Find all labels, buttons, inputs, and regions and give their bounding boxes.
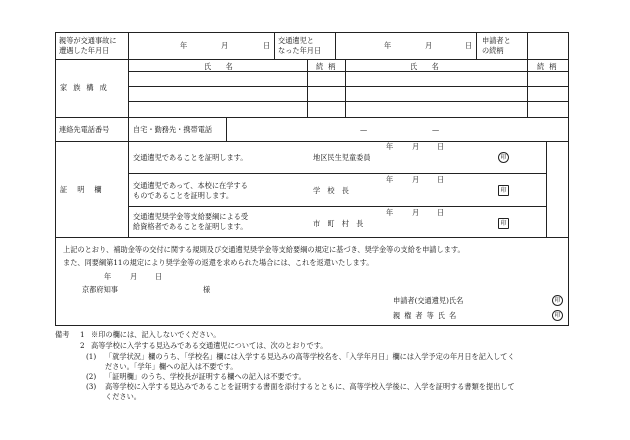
application-month: 月	[130, 272, 138, 281]
cert-top-line	[55, 141, 569, 142]
subnote-3-text: 高等学校に入学する見込みであることを証明する書面を添付するとともに、高等学校入学後に、入学を証明する書類を提出して	[105, 382, 515, 391]
accident-date-label-2: 遭遇した年月日	[59, 46, 110, 55]
relation-label-2: の続柄	[482, 46, 504, 55]
subnote-1-number: (1)	[86, 352, 97, 361]
note-2-text: 高等学校に入学する見込みである交通遺児については、次のとおりです。	[91, 341, 328, 350]
application-day: 日	[155, 272, 163, 281]
subnote-3-text-2: ください。	[105, 392, 141, 401]
contact-dash-2: —	[432, 125, 440, 134]
cert-row1-text: 交通遺児であることを証明します。	[133, 153, 248, 162]
accident-month: 月	[221, 41, 229, 50]
cert-row3-text: 交通遺児奨学金等支給要綱による受	[133, 212, 249, 221]
family-label: 家族構成	[60, 83, 113, 92]
cert-row2-text: 交通遺児であって、本校に在学する	[133, 181, 248, 190]
cert-row1-seal: 印	[498, 152, 509, 163]
application-statement-2: また、同要綱第11の規定により奨学金等の返還を求められた場合には、これを返還いたします。	[63, 258, 374, 267]
applicant-seal: 印	[552, 295, 563, 306]
form-border-left	[55, 32, 56, 326]
family-top-line	[55, 59, 569, 60]
relation-label: 申請者と	[482, 36, 511, 45]
guardian-seal: 印	[552, 310, 563, 321]
cert-label: 証明欄	[60, 185, 112, 194]
family-row-1	[128, 71, 569, 72]
orphan-day: 日	[465, 41, 473, 50]
cert-row3-month: 月	[412, 208, 420, 217]
form-border-bottom	[55, 325, 569, 326]
contact-top-line	[55, 117, 569, 118]
orphan-year: 年	[384, 41, 392, 50]
family-relation-header-left: 続柄	[316, 62, 341, 71]
family-row-3	[128, 101, 569, 102]
contact-type: 自宅・勤務先・携帯電話	[133, 125, 213, 134]
cert-row3-day: 日	[437, 208, 445, 217]
family-name-header-right: 氏 名	[410, 62, 439, 71]
row1-divider-a	[128, 32, 129, 59]
cert-row1-certifier: 地区民生児童委員	[313, 153, 371, 162]
family-relation-header-right: 続柄	[537, 62, 562, 71]
note-2-number: 2	[80, 341, 85, 350]
family-left-divider	[128, 59, 129, 117]
family-col-1	[307, 59, 308, 117]
cert-left-divider	[128, 141, 129, 237]
note-1-text: ※印の欄には、記入しないでください。	[91, 330, 221, 339]
orphan-month: 月	[425, 41, 433, 50]
cert-row-2	[128, 206, 547, 207]
family-name-header-left: 氏 名	[204, 62, 233, 71]
guardian-name-label: 親権者等氏名	[393, 311, 461, 320]
cert-row3-year: 年	[386, 208, 394, 217]
cert-row2-text-2: ものであることを証明します。	[133, 191, 234, 200]
notes-header: 備考	[55, 330, 70, 339]
addressee-honorific: 様	[203, 285, 211, 294]
cert-row2-seal: 印	[498, 185, 509, 196]
family-col-2	[345, 59, 346, 117]
cert-row3-text-2: 給資格者であることを証明します。	[133, 222, 248, 231]
orphan-date-label-2: なった年月日	[278, 46, 322, 55]
cert-right-divider	[546, 141, 547, 237]
cert-row2-day: 日	[437, 175, 445, 184]
contact-dash-1: —	[360, 125, 368, 134]
family-row-2	[128, 86, 569, 87]
cert-row3-seal: 印	[498, 218, 509, 229]
row1-divider-c	[335, 32, 336, 59]
cert-row2-certifier: 学 校 長	[313, 186, 349, 195]
application-year: 年	[104, 272, 112, 281]
addressee: 京都府知事	[82, 285, 118, 294]
applicant-name-label: 申請者(交通遺児)氏名	[393, 296, 464, 305]
contact-left-divider	[128, 117, 129, 141]
row1-divider-e	[527, 32, 528, 59]
contact-type-divider	[226, 117, 227, 141]
row1-divider-b	[274, 32, 275, 59]
row1-divider-d	[476, 32, 477, 59]
subnote-3-number: (3)	[86, 382, 97, 391]
orphan-date-label: 交通遺児と	[278, 36, 314, 45]
accident-year: 年	[180, 41, 188, 50]
family-col-3	[527, 59, 528, 117]
cert-row1-year: 年	[386, 142, 394, 151]
accident-day: 日	[263, 41, 271, 50]
cert-row3-certifier: 市 町 村 長	[313, 219, 364, 228]
subnote-1-text-2: ださい。「学年」欄への記入は不要です。	[105, 362, 238, 371]
cert-row1-month: 月	[412, 142, 420, 151]
cert-row1-day: 日	[437, 142, 445, 151]
form-border-right	[568, 32, 569, 326]
contact-label: 連絡先電話番号	[59, 125, 110, 134]
subnote-1-text: 「就学状況」欄のうち、「学校名」欄には入学する見込みの高等学校名を、「入学年月日」欄には入学予定の年月日を記入してく	[105, 352, 515, 361]
application-statement: 上記のとおり、補助金等の交付に関する規則及び交通遺児奨学金等支給要綱の規定に基づき、奨学金等の支給を申請します。	[63, 245, 465, 254]
subnote-2-text: 「証明欄」のうち、学校長が証明する欄への記入は不要です。	[105, 372, 306, 381]
form-border-top	[55, 32, 569, 33]
cert-row-1	[128, 173, 547, 174]
cert-row2-year: 年	[386, 175, 394, 184]
note-1-number: 1	[80, 330, 85, 339]
accident-date-label: 親等が交通事故に	[59, 36, 117, 45]
application-top-line	[55, 237, 569, 238]
subnote-2-number: (2)	[86, 372, 97, 381]
cert-row2-month: 月	[412, 175, 420, 184]
